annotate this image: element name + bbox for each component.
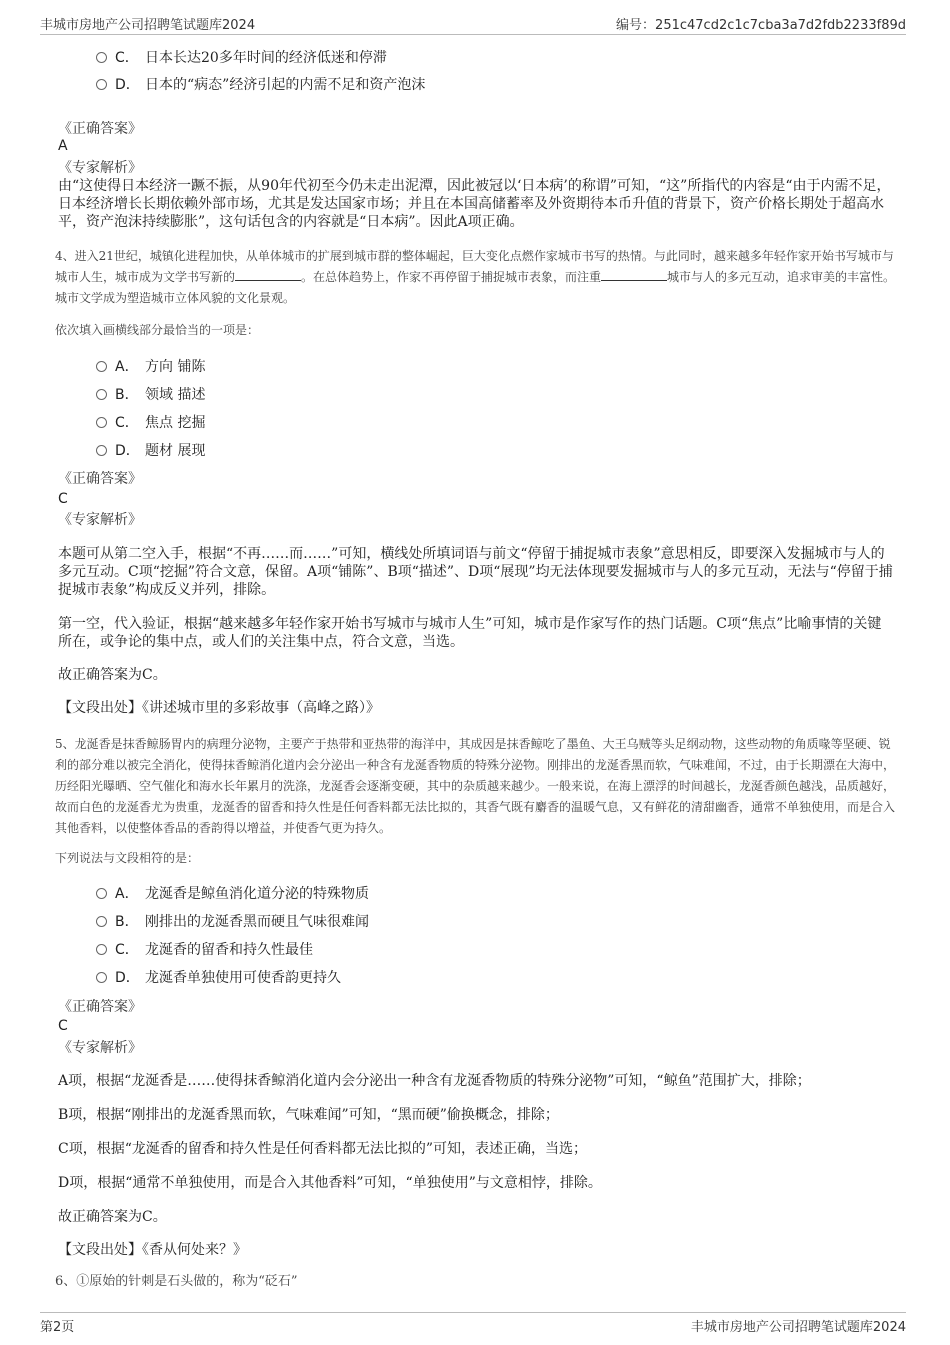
q5-prompt: 下列说法与文段相符的是：: [55, 851, 200, 865]
q5-option-b[interactable]: B． 刚排出的龙涎香黑而硬且气味很难闻: [96, 912, 369, 932]
q5-stem: 5、龙涎香是抹香鲸肠胃内的病理分泌物，主要产于热带和亚热带的海洋中，其成因是抹香鲸吃了墨鱼、大王乌贼等头足纲动物，这些动物的角质喙等坚硬、锐利的部分难以被完全消化，使得抹香鲸消化道内会分泌出一种含有龙涎香物质的特殊分泌物。刚排出的龙涎香黑而软，气味难闻，不过，由于长期漂在大海中，历经阳光曝晒、空气催化和海水长年累月的洗涤，龙涎香会逐渐变硬，其中的杂质越来越少。一般来说，在海上漂浮的时间越长，龙涎香颜色越浅，品质越好，故而白色的龙涎香尤为贵重，龙涎香的留香和持久性是任何香料都无法比拟的，其香气既有麝香的温暖气息，又有鲜花的清甜幽香，通常不单独使用，而是合入其他香料，以使整体香品的香韵得以增益，并使香气更为持久。: [55, 737, 896, 835]
q3-analysis-label: 《专家解析》: [58, 160, 142, 176]
q4-stem: 4、进入21世纪，城镇化进程加快，从单体城市的扩展到城市群的整体崛起，巨大变化点燃作家城市书写的热情。与此同时，越来越多年轻作家开始书写城市与城市人生，城市成为文学书写新的 。在总体趋势上，作家不再停留于捕捉城市表象，而注重 城市与人的多元互动，追求审美的丰富性。城市文学成为塑造城市立体风貌的文化景观。: [55, 249, 896, 305]
q5-analysis-b: B项，根据“刚排出的龙涎香黑而软，气味难闻”可知，“黑而硬”偷换概念，排除；: [58, 1107, 559, 1123]
q4-conclusion: 故正确答案为C。: [58, 667, 167, 683]
radio-icon[interactable]: [96, 389, 107, 400]
q4-prompt: 依次填入画横线部分最恰当的一项是：: [55, 323, 260, 337]
q5-option-a[interactable]: A． 龙涎香是鲸鱼消化道分泌的特殊物质: [96, 884, 369, 904]
q5-analysis-d: D项，根据“通常不单独使用，而是合入其他香料”可知，“单独使用”与文意相悖，排除。: [58, 1175, 602, 1191]
radio-icon[interactable]: [96, 79, 107, 90]
q5-option-c[interactable]: C． 龙涎香的留香和持久性最佳: [96, 940, 313, 960]
q5-analysis-label: 《专家解析》: [58, 1040, 142, 1056]
q3-analysis: 由“这使得日本经济一蹶不振，从90年代初至今仍未走出泥潭，因此被冠以‘日本病’的称谓”可知，“这”所指代的内容是“由于内需不足，日本经济增长长期依赖外部市场，尤其是发达国家市场；并且在本国高储蓄率及外资期待本币升值的背景下，资产价格长期处于超高水平，资产泡沫持续膨胀”，这句话包含的内容就是“日本病”。因此A项正确。: [58, 178, 891, 230]
page-footer: [40, 1312, 906, 1337]
q4-source: 【文段出处】《讲述城市里的多彩故事（高峰之路）》: [58, 700, 380, 716]
q5-analysis-c: C项，根据“龙涎香的留香和持久性是任何香料都无法比拟的”可知，表述正确，当选；: [58, 1141, 588, 1157]
q4-answer-label: 《正确答案》: [58, 471, 142, 487]
radio-icon[interactable]: [96, 972, 107, 983]
q4-analysis-1: 本题可从第二空入手，根据“不再……而……”可知，横线处所填词语与前文“停留于捕捉城市表象”意思相反，即要深入发掘城市与人的多元互动。C项“挖掘”符合文意，保留。A项“铺陈”、B项“描述”、D项“展现”均无法体现要发掘城市与人的多元互动，无法与“停留于捕捉城市表象”构成反义并列，排除。: [58, 546, 893, 598]
q4-answer: C: [58, 491, 68, 507]
header-title: 丰城市房地产公司招聘笔试题库2024: [40, 18, 256, 33]
q5-analysis-a: A项，根据“龙涎香是……使得抹香鲸消化道内会分泌出一种含有龙涎香物质的特殊分泌物”可知，“鲸鱼”范围扩大，排除；: [58, 1073, 811, 1089]
blank-line: [235, 268, 301, 281]
radio-icon[interactable]: [96, 417, 107, 428]
q3-option-d[interactable]: D． 日本的“病态”经济引起的内需不足和资产泡沫: [96, 75, 425, 95]
q5-source: 【文段出处】《香从何处来？》: [58, 1242, 247, 1258]
q5-answer: C: [58, 1018, 68, 1034]
radio-icon[interactable]: [96, 888, 107, 899]
page-header: [40, 12, 906, 35]
radio-icon[interactable]: [96, 916, 107, 927]
q5-conclusion: 故正确答案为C。: [58, 1209, 167, 1225]
q6-stem: 6、①原始的针刺是石头做的，称为“砭石”: [55, 1274, 298, 1289]
blank-line: [601, 268, 667, 281]
radio-icon[interactable]: [96, 944, 107, 955]
radio-icon[interactable]: [96, 361, 107, 372]
q4-option-c[interactable]: C． 焦点 挖掘: [96, 413, 205, 433]
footer-page-number: 第2页: [40, 1320, 75, 1335]
q5-option-d[interactable]: D． 龙涎香单独使用可使香韵更持久: [96, 968, 341, 988]
q4-analysis-2: 第一空，代入验证，根据“越来越多年轻作家开始书写城市与城市人生”可知，城市是作家写作的热门话题。C项“焦点”比喻事情的关键所在，或争论的集中点，或人们的关注集中点，符合文意，当选。: [58, 616, 882, 650]
q3-answer-label: 《正确答案》: [58, 121, 142, 137]
header-doc-id: 编号：251c47cd2c1c7cba3a7d2fdb2233f89d: [616, 18, 906, 33]
q4-analysis-label: 《专家解析》: [58, 512, 142, 528]
footer-title: 丰城市房地产公司招聘笔试题库2024: [690, 1320, 906, 1335]
q3-answer: A: [58, 138, 68, 154]
q5-answer-label: 《正确答案》: [58, 999, 142, 1015]
q4-option-b[interactable]: B． 领域 描述: [96, 385, 205, 405]
radio-icon[interactable]: [96, 52, 107, 63]
q4-option-d[interactable]: D． 题材 展现: [96, 441, 205, 461]
q4-option-a[interactable]: A． 方向 铺陈: [96, 357, 205, 377]
radio-icon[interactable]: [96, 445, 107, 456]
q3-option-c[interactable]: C． 日本长达20多年时间的经济低迷和停滞: [96, 48, 387, 68]
